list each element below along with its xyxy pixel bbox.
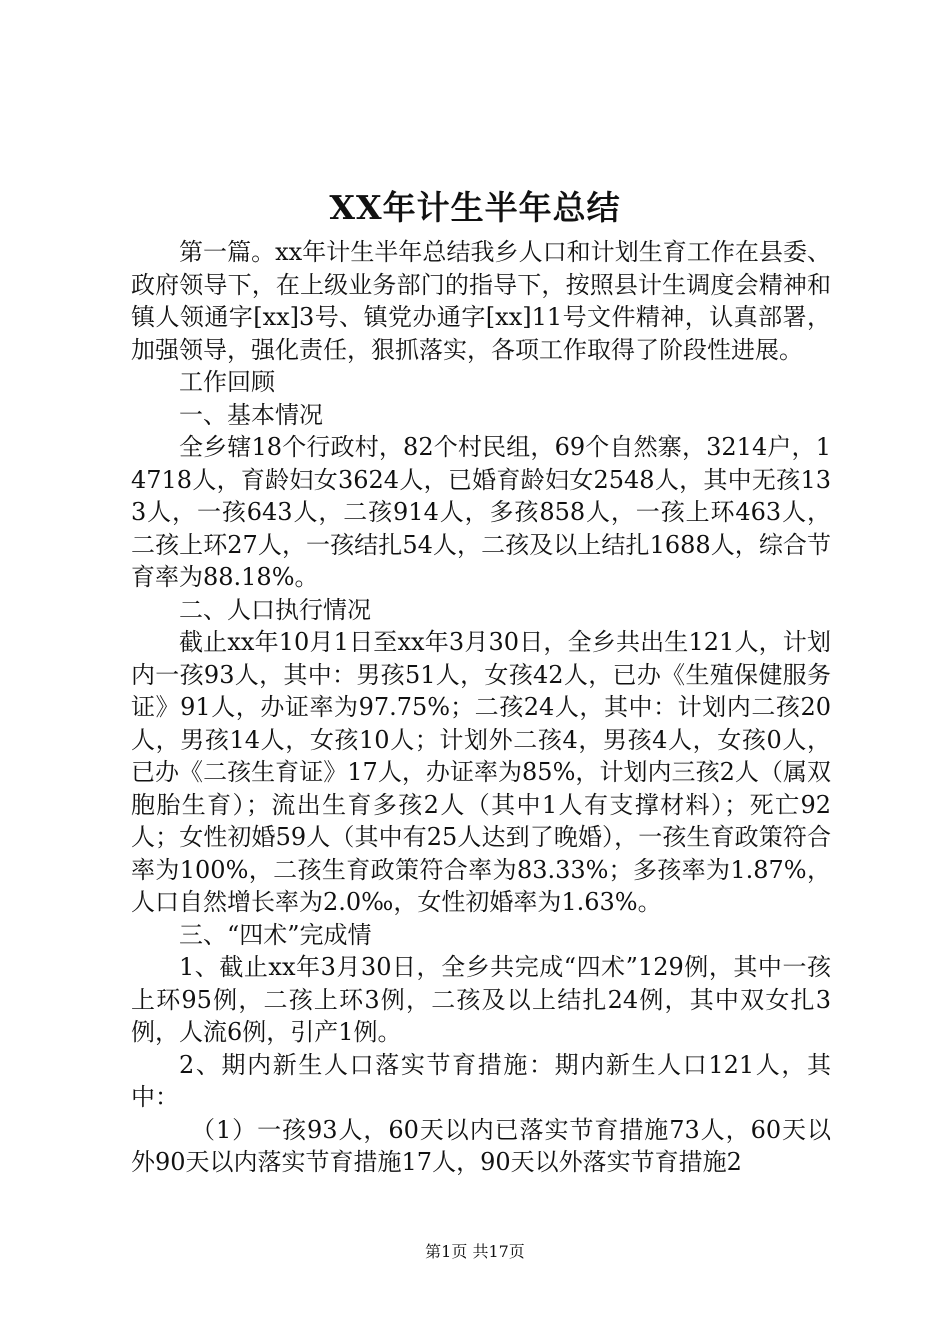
document-body xyxy=(131,236,831,1179)
heading-four-surgeries: 三、“四术”完成情 xyxy=(179,920,372,949)
paragraph-population-execution: 截止xx年10月1日至xx年3月30日，全乡共出生121人，计划内一孩93人，其中：男孩51人，女孩42人，已办《生殖保健服务证》91人，办证率为97.75%；二孩24人，其中：计划内二孩20人，男孩14人，女孩10人；计划外二孩4，男孩4人，女孩0人，已办《二孩生育证》17人，办证率为85%，计划内三孩2人（属双胞胎生育）；流出生育多孩2人（其中1人有支撑材料）；死亡92人；女性初婚59人（其中有25人达到了晚婚），一孩生育政策符合率为100%，二孩生育政策符合率为83.33%；多孩率为1.87%，人口自然增长率为2.0‰，女性初婚率为1.63%。 xyxy=(131,628,831,916)
paragraph-intro: 第一篇。xx年计生半年总结我乡人口和计划生育工作在县委、政府领导下，在上级业务部门的指导下，按照县计生调度会精神和镇人领通字[xx]3号、镇党办通字[xx]11号文件精神，认真部署，加强领导，强化责任，狠抓落实，各项工作取得了阶段性进展。 xyxy=(131,238,831,364)
heading-basic-situation: 一、基本情况 xyxy=(179,400,323,429)
document-title: XX年计生半年总结 xyxy=(329,188,621,227)
paragraph-newborn-measures: 2、期内新生人口落实节育措施：期内新生人口121人，其中： xyxy=(131,1050,831,1111)
heading-population-execution: 二、人口执行情况 xyxy=(179,595,371,624)
heading-work-review: 工作回顾 xyxy=(179,368,275,396)
paragraph-basic-situation: 全乡辖18个行政村，82个村民组，69个自然寨，3214户，14718人，育龄妇女3624人，已婚育龄妇女2548人，其中无孩133人，一孩643人，二孩914人，多孩858人，一孩上环463人，二孩上环27人，一孩结扎54人，二孩及以上结扎1688人，综合节育率为88.18%。 xyxy=(131,433,831,591)
page-footer: 第1页 共17页 xyxy=(425,1242,525,1261)
paragraph-four-surgeries: 1、截止xx年3月30日，全乡共完成“四术”129例，其中一孩上环95例，二孩上环3例，二孩及以上结扎24例，其中双女扎3例，人流6例，引产1例。 xyxy=(131,953,831,1046)
paragraph-first-child: （1）一孩93人，60天以内已落实节育措施73人，60天以外90天以内落实节育措施17人，90天以外落实节育措施2 xyxy=(131,1115,831,1176)
